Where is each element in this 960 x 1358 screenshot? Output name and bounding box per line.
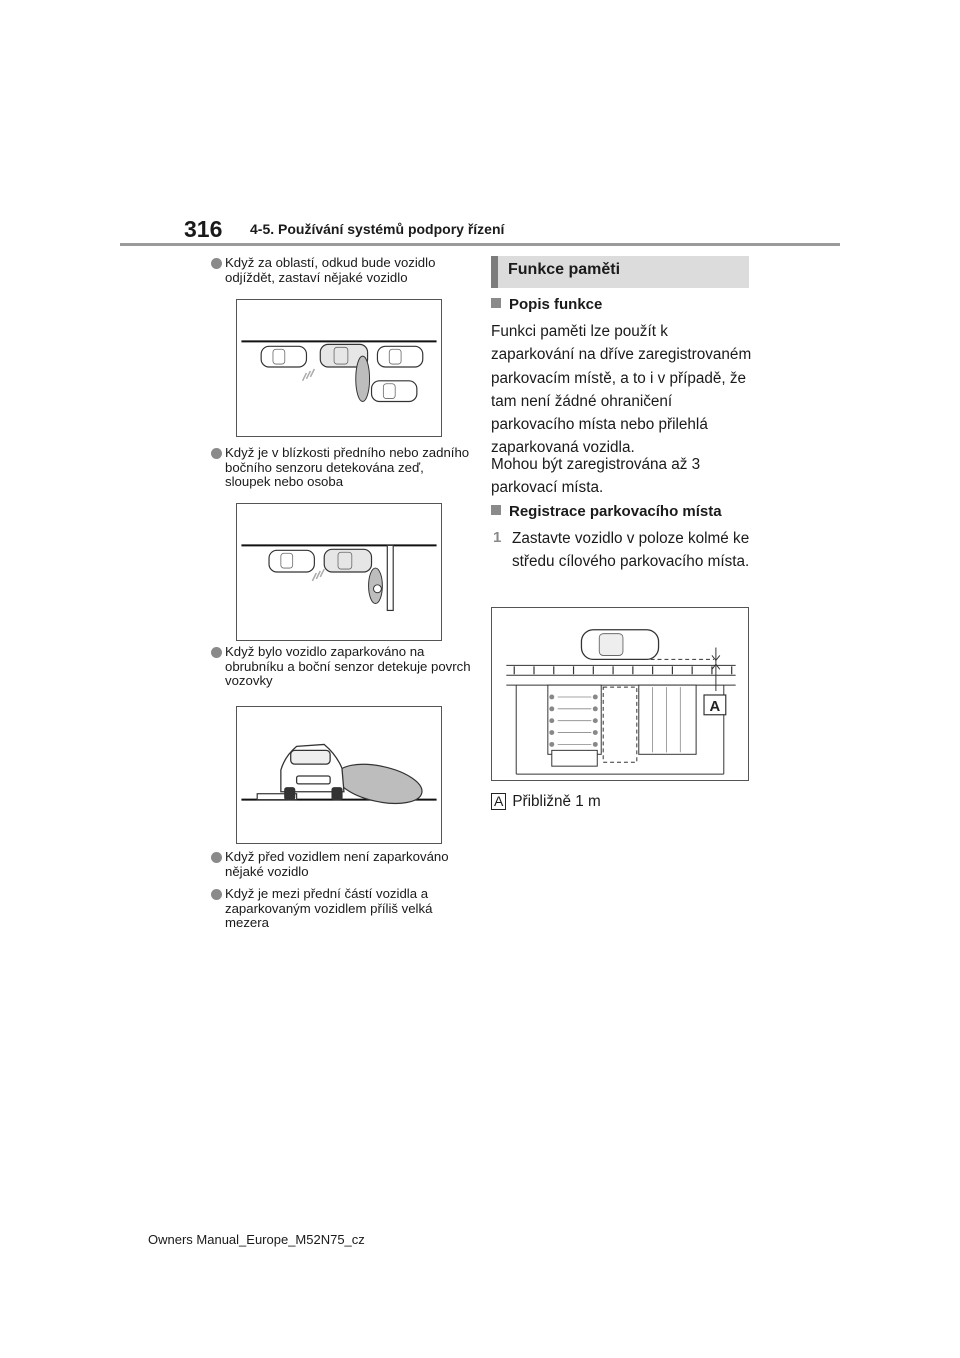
page-number: 316	[184, 216, 223, 242]
square-bullet-icon	[491, 298, 501, 308]
bullet-icon	[211, 258, 222, 269]
figure-wall-post-person	[236, 503, 442, 641]
paragraph-text: Mohou být zaregistrována až 3 parkovací místa.	[491, 456, 701, 497]
section-heading	[491, 256, 749, 288]
section-title: 4-5. Používání systémů podpory řízení	[250, 221, 505, 237]
bullet-item	[211, 645, 471, 689]
step-text: Zastavte vozidlo v poloze kolmé ke středu cílového parkovacího místa.	[512, 530, 750, 571]
square-bullet-icon	[491, 505, 501, 515]
body-paragraph	[491, 320, 753, 460]
bullet-item	[211, 887, 471, 931]
figure-vehicle-stops-behind	[236, 299, 442, 437]
subheading-registrace	[491, 503, 722, 520]
figure-legend	[491, 793, 601, 811]
paragraph-text: Funkci paměti lze použít k zaparkování na dříve zaregistrovaném parkovacím místě, a to i v případě, že tam není žádné ohraničení parkovacího místa nebo přilehlá zaparkovaná vozidla.	[491, 323, 752, 457]
header-divider	[120, 243, 840, 246]
figure-parking-registration	[491, 607, 749, 781]
bullet-text: Když je v blízkosti předního nebo zadního bočního senzoru detekována zeď, sloupek nebo osoba	[225, 445, 470, 489]
section-heading-text: Funkce paměti	[508, 261, 621, 278]
bullet-item	[211, 256, 471, 285]
subheading-text: Registrace parkovacího místa	[509, 503, 722, 520]
bullet-text: Když před vozidlem není zaparkováno nějaké vozidlo	[225, 849, 449, 879]
body-paragraph	[491, 453, 753, 500]
bullet-icon	[211, 448, 222, 459]
bullet-item	[211, 850, 471, 879]
bullet-text: Když bylo vozidlo zaparkováno na obrubníku a boční senzor detekuje povrch vozovky	[225, 644, 471, 688]
step-number: 1	[493, 529, 502, 546]
bullet-icon	[211, 889, 222, 900]
bullet-icon	[211, 647, 222, 658]
bullet-item	[211, 446, 471, 490]
legend-label-box: A	[491, 793, 506, 810]
figure-curb-parking	[236, 706, 442, 844]
bullet-text: Když je mezi přední částí vozidla a zaparkovaným vozidlem příliš velká mezera	[225, 886, 433, 930]
bullet-icon	[211, 852, 222, 863]
legend-text: Přibližně 1 m	[512, 793, 601, 810]
bullet-text: Když za oblastí, odkud bude vozidlo odjíždět, zastaví nějaké vozidlo	[225, 255, 436, 285]
footer-text: Owners Manual_Europe_M52N75_cz	[148, 1232, 365, 1247]
figure-label-a: A	[709, 698, 721, 715]
subheading-popis	[491, 296, 602, 313]
subheading-text: Popis funkce	[509, 296, 603, 313]
